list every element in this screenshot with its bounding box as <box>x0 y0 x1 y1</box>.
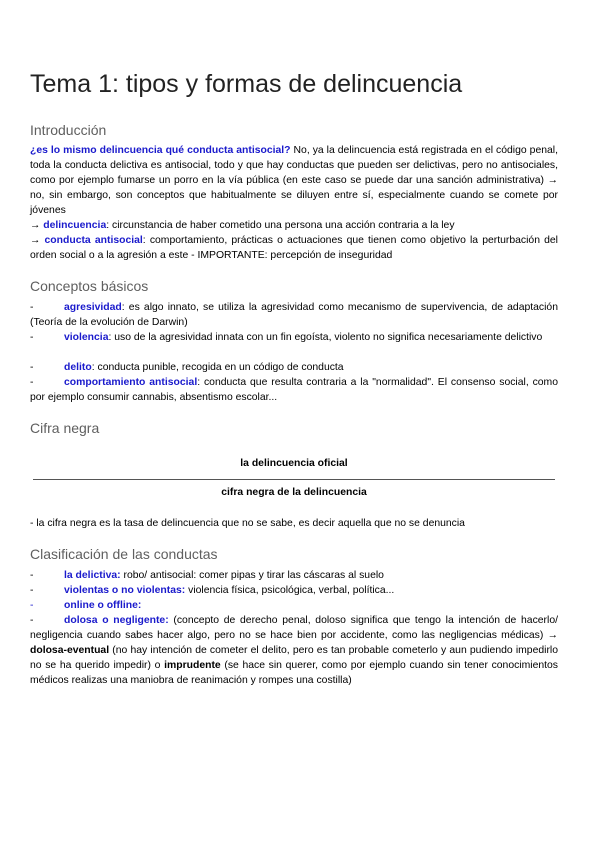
list-item <box>30 583 558 598</box>
class-text: violencia física, psicológica, verbal, política... <box>185 585 395 596</box>
concept-term: violencia <box>64 332 109 343</box>
bullet: - <box>30 362 34 373</box>
bullet: - <box>30 570 34 581</box>
class-term: online o offline: <box>64 600 142 611</box>
list-item <box>30 568 558 583</box>
cifra-line-negra: cifra negra de la delincuencia <box>221 487 367 498</box>
concept-text: : conducta punible, recogida en un código de conducta <box>91 362 344 373</box>
class-term: dolosa o negligente: <box>64 615 169 626</box>
bullet: - <box>30 585 34 596</box>
intro-paragraph <box>30 143 558 218</box>
cifra-line-oficial: la delincuencia oficial <box>240 458 348 469</box>
definition-term: conducta antisocial <box>44 235 143 246</box>
class-text: (se hace sin querer, como por ejemplo cuando sin tener conocimientos médicos realizas una maniobra de reanimación y rompes una costilla) <box>30 660 558 686</box>
definition-delincuencia <box>30 218 558 233</box>
intro-heading: Introducción <box>30 122 107 138</box>
divider <box>33 479 555 480</box>
list-item <box>30 300 558 330</box>
definition-text: : comportamiento, prácticas o actuaciones que tienen como objetivo la perturbación del orden social o a la agresión a este - IMPORTANTE: percepción de inseguridad <box>30 235 558 261</box>
class-subterm: imprudente <box>164 660 221 671</box>
concept-text: : conducta que resulta contraria a la "normalidad". El consenso social, como por ejemplo consumir cannabis, absentismo escolar... <box>30 377 558 403</box>
list-item <box>30 330 558 345</box>
cifra-note: - la cifra negra es la tasa de delincuencia que no se sabe, es decir aquella que no se denuncia <box>30 518 465 529</box>
list-item <box>30 598 558 613</box>
class-term: la delictiva: <box>64 570 121 581</box>
definition-text: : circunstancia de haber cometido una persona una acción contraria a la ley <box>106 220 455 231</box>
arrow: → <box>30 220 44 231</box>
intro-question: ¿es lo mismo delincuencia qué conducta antisocial? <box>30 145 291 156</box>
bullet: - <box>30 600 34 611</box>
concept-term: agresividad <box>64 302 122 313</box>
bullet: - <box>30 377 34 388</box>
arrow: → <box>30 235 45 246</box>
bullet: - <box>30 302 34 313</box>
list-item <box>30 613 558 688</box>
list-item <box>30 375 558 405</box>
concept-term: comportamiento antisocial <box>64 377 198 388</box>
bullet: - <box>30 332 34 343</box>
intro-answer: No, ya la delincuencia está registrada en el código penal, toda la conducta delictiva es antisocial, todo y que hay conductas que pueden ser delictivas, pero no antisociales, como por ejemplo fumarse un porro en la vía pública (en este caso se puede dar una sanción administrativa) → no, sin embargo, son conceptos que habitualmente se diluyen entre sí, especialmente cuando se comete por jóvenes <box>30 145 558 216</box>
list-item <box>30 360 558 375</box>
bullet: - <box>30 615 34 626</box>
conceptos-heading: Conceptos básicos <box>30 278 149 294</box>
definition-conducta-antisocial <box>30 233 558 263</box>
class-text: (no hay intención de cometer el delito, pero es tan probable cometerlo y aun pudiendo impedirlo no se ha querido impedir) o <box>30 645 558 671</box>
clasificacion-heading: Clasificación de las conductas <box>30 546 218 562</box>
class-text: (concepto de derecho penal, doloso significa que tengo la intención de hacerlo/ negligencia cuando sabes hacer algo, pero no se hace bien por accidente, como las negligencias médicas) → <box>30 615 558 641</box>
concept-text: : uso de la agresividad innata con un fin egoísta, violento no significa necesariamente delictivo <box>108 332 543 343</box>
page-title: Tema 1: tipos y formas de delincuencia <box>30 70 463 98</box>
concept-text: : es algo innato, se utiliza la agresividad como mecanismo de supervivencia, de adaptación (Teoría de la evolución de Darwin) <box>30 302 558 328</box>
class-subterm: dolosa-eventual <box>30 645 110 656</box>
cifra-heading: Cifra negra <box>30 420 100 436</box>
class-text: robo/ antisocial: comer pipas y tirar las cáscaras al suelo <box>120 570 384 581</box>
class-term: violentas o no violentas: <box>64 585 186 596</box>
concept-term: delito <box>64 362 92 373</box>
definition-term: delincuencia <box>43 220 107 231</box>
